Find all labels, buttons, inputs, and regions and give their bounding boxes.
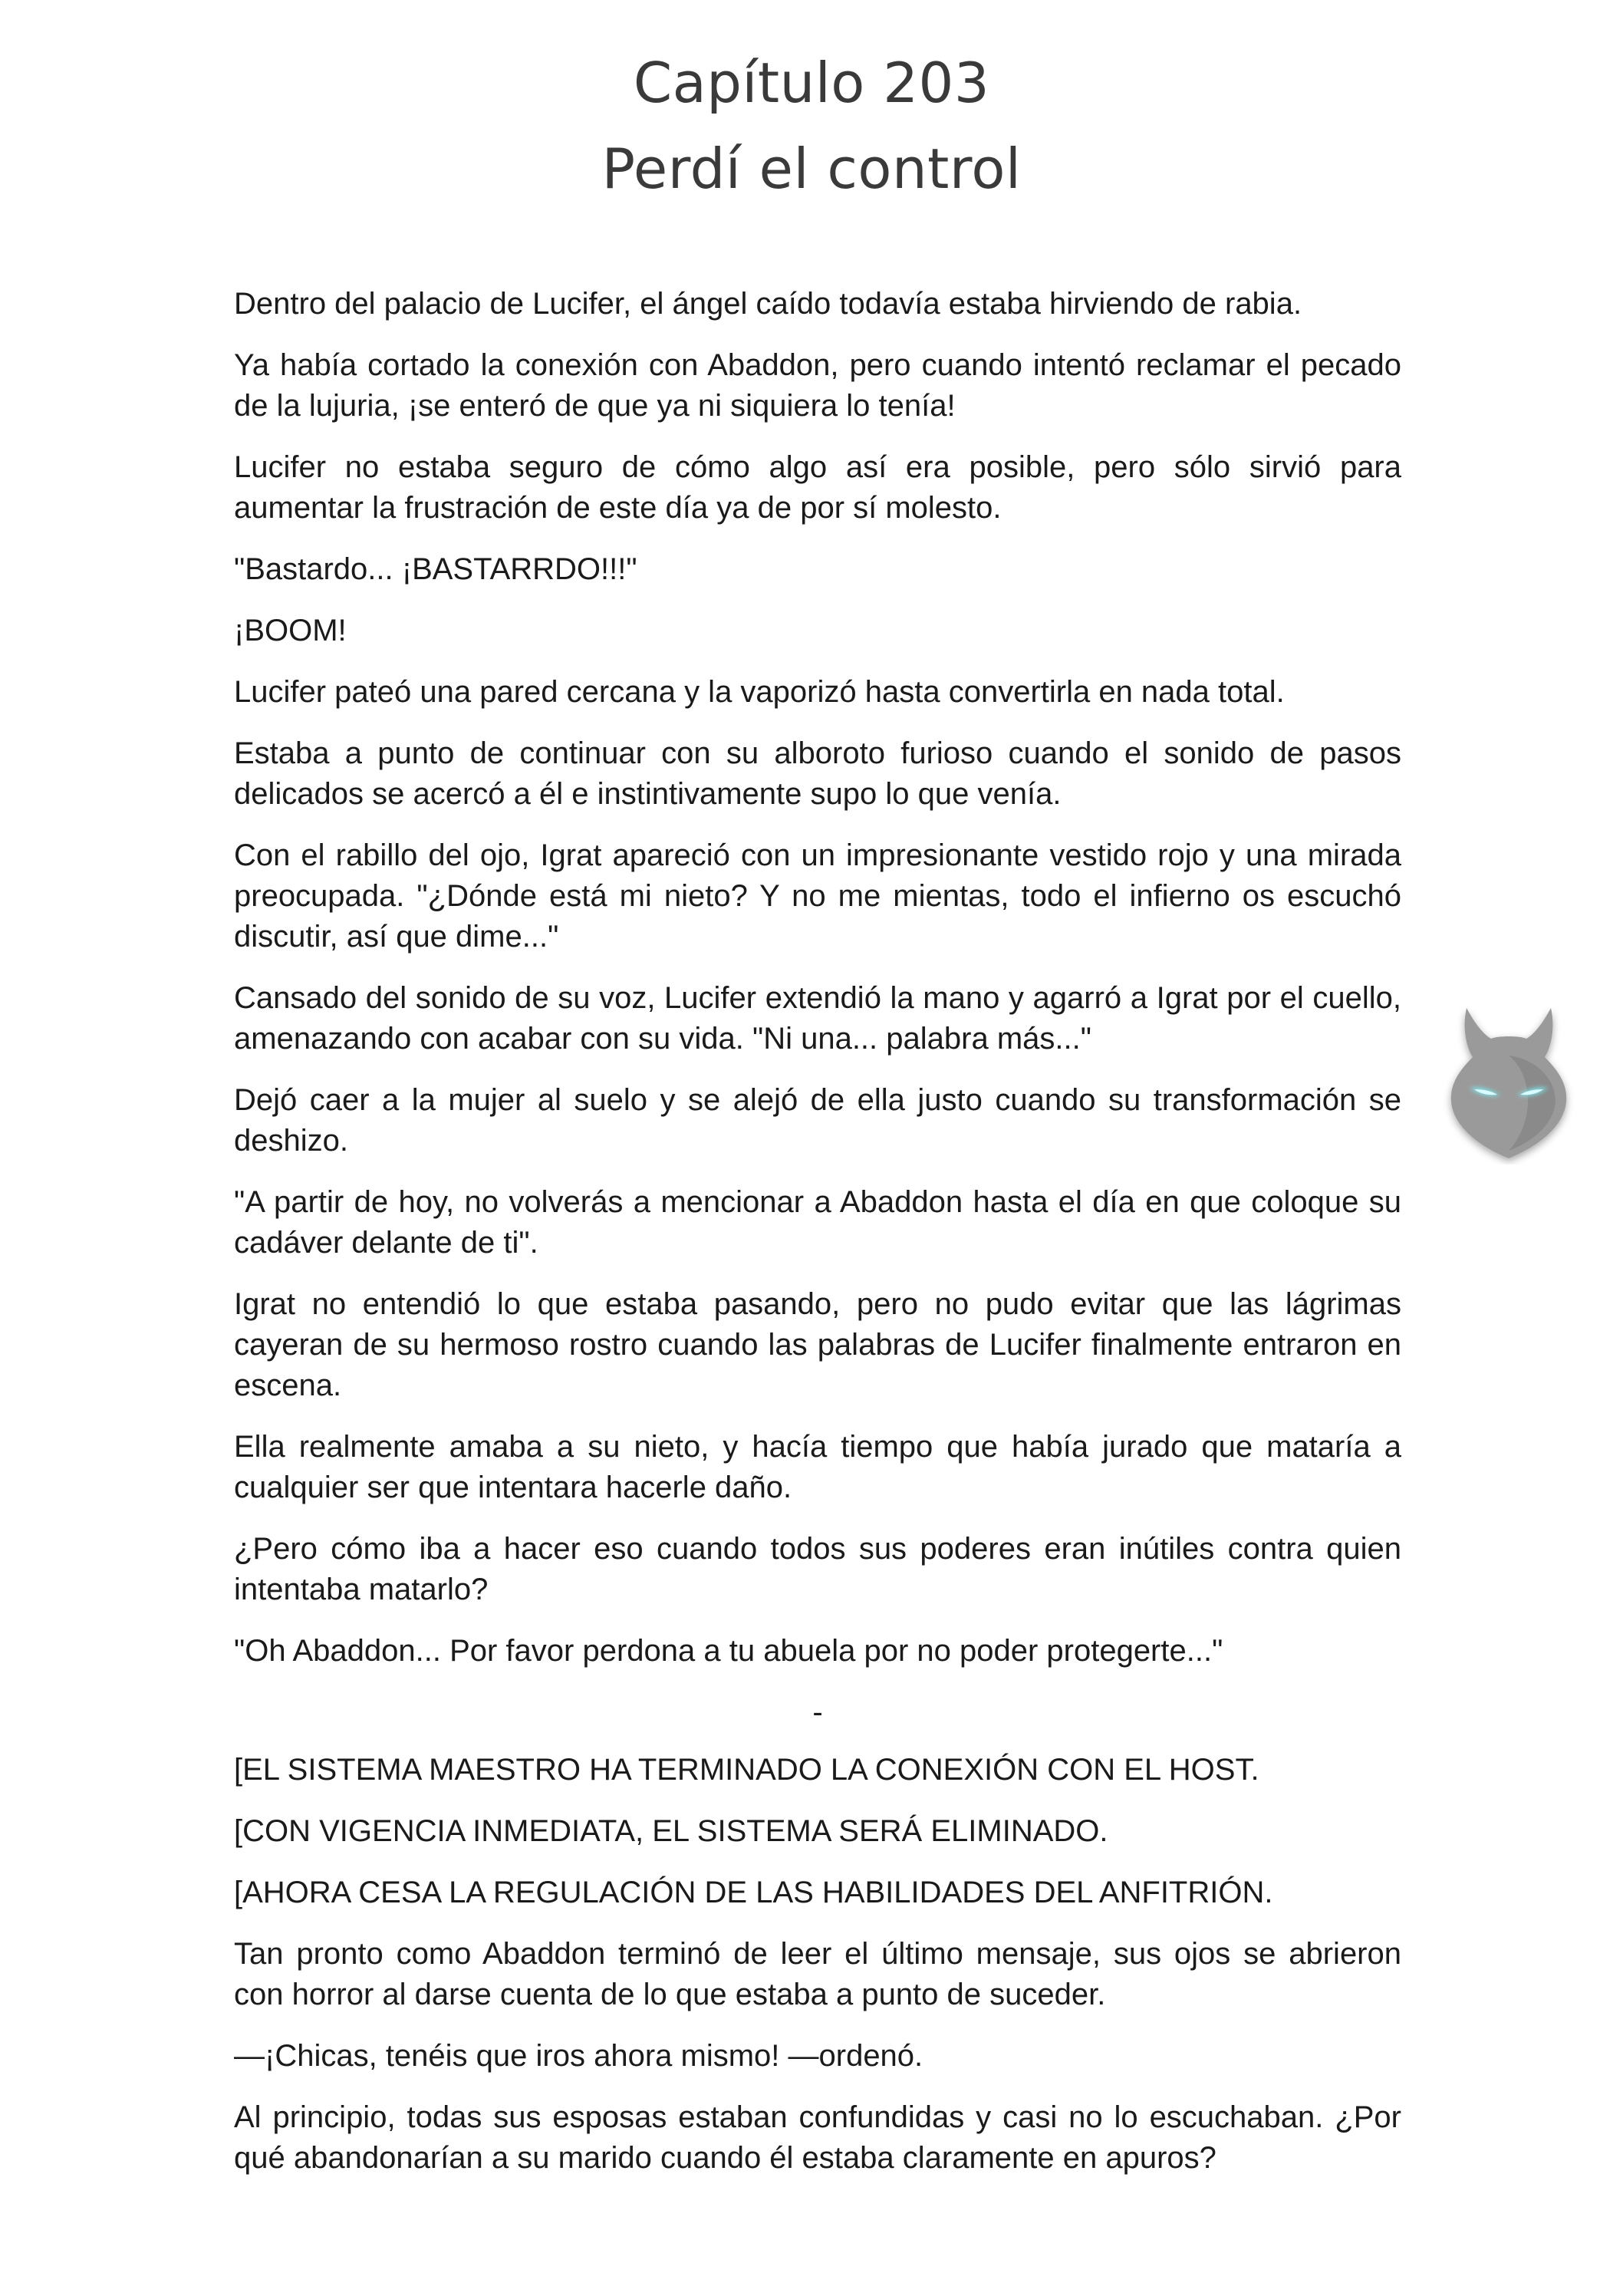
paragraph: "Oh Abaddon... Por favor perdona a tu abuela por no poder protegerte..."	[234, 1634, 1223, 1668]
paragraph: —¡Chicas, tenéis que iros ahora mismo! —ordenó.	[234, 2039, 923, 2073]
chapter-number: Capítulo 203	[633, 51, 990, 115]
system-message: [AHORA CESA LA REGULACIÓN DE LAS HABILIDADES DEL ANFITRIÓN.	[234, 1876, 1273, 1909]
chapter-heading	[0, 40, 1623, 212]
paragraph: Lucifer pateó una pared cercana y la vaporizó hasta convertirla en nada total.	[234, 675, 1285, 709]
paragraph: Estaba a punto de continuar con su alboroto furioso cuando el sonido de pasos delicados se acercó a él e instintivamente supo lo que venía.	[234, 736, 1401, 811]
chapter-body	[234, 284, 1401, 2199]
paragraph: ¿Pero cómo iba a hacer eso cuando todos sus poderes eran inútiles contra quien intentaba matarlo?	[234, 1532, 1401, 1606]
paragraph: "Bastardo... ¡BASTARRDO!!!"	[234, 552, 637, 586]
paragraph: "A partir de hoy, no volverás a mencionar a Abaddon hasta el día en que coloque su cadáver delante de ti".	[234, 1185, 1401, 1260]
paragraph: Igrat no entendió lo que estaba pasando, pero no pudo evitar que las lágrimas cayeran de su hermoso rostro cuando las palabras de Lucifer finalmente entraron en escena.	[234, 1287, 1401, 1402]
paragraph: Ya había cortado la conexión con Abaddon, pero cuando intentó reclamar el pecado de la lujuria, ¡se enteró de que ya ni siquiera lo tenía!	[234, 348, 1401, 423]
scene-separator: -	[812, 1695, 823, 1729]
chapter-title: Perdí el control	[601, 137, 1022, 201]
paragraph: Cansado del sonido de su voz, Lucifer extendió la mano y agarró a Igrat por el cuello, amenazando con acabar con su vida. "Ni una... palabra más..."	[234, 981, 1401, 1056]
paragraph: Al principio, todas sus esposas estaban confundidas y casi no lo escuchaban. ¿Por qué abandonarían a su marido cuando él estaba claramente en apuros?	[234, 2100, 1401, 2175]
system-message: [EL SISTEMA MAESTRO HA TERMINADO LA CONEXIÓN CON EL HOST.	[234, 1753, 1259, 1787]
system-message: [CON VIGENCIA INMEDIATA, EL SISTEMA SERÁ ELIMINADO.	[234, 1814, 1108, 1848]
paragraph: Lucifer no estaba seguro de cómo algo así era posible, pero sólo sirvió para aumentar la frustración de este día ya de por sí molesto.	[234, 450, 1401, 525]
paragraph: Con el rabillo del ojo, Igrat apareció con un impresionante vestido rojo y una mirada preocupada. "¿Dónde está mi nieto? Y no me mientas, todo el infierno os escuchó discutir, así que dime..."	[234, 838, 1401, 954]
paragraph: Dejó caer a la mujer al suelo y se alejó de ella justo cuando su transformación se deshizo.	[234, 1083, 1401, 1158]
paragraph: Tan pronto como Abaddon terminó de leer el último mensaje, sus ojos se abrieron con horror al darse cuenta de lo que estaba a punto de suceder.	[234, 1937, 1401, 2011]
paragraph: ¡BOOM!	[234, 614, 347, 647]
paragraph: Dentro del palacio de Lucifer, el ángel caído todavía estaba hirviendo de rabia.	[234, 287, 1302, 321]
demon-head-icon	[1436, 994, 1582, 1164]
paragraph: Ella realmente amaba a su nieto, y hacía tiempo que había jurado que mataría a cualquier ser que intentara hacerle daño.	[234, 1430, 1401, 1504]
